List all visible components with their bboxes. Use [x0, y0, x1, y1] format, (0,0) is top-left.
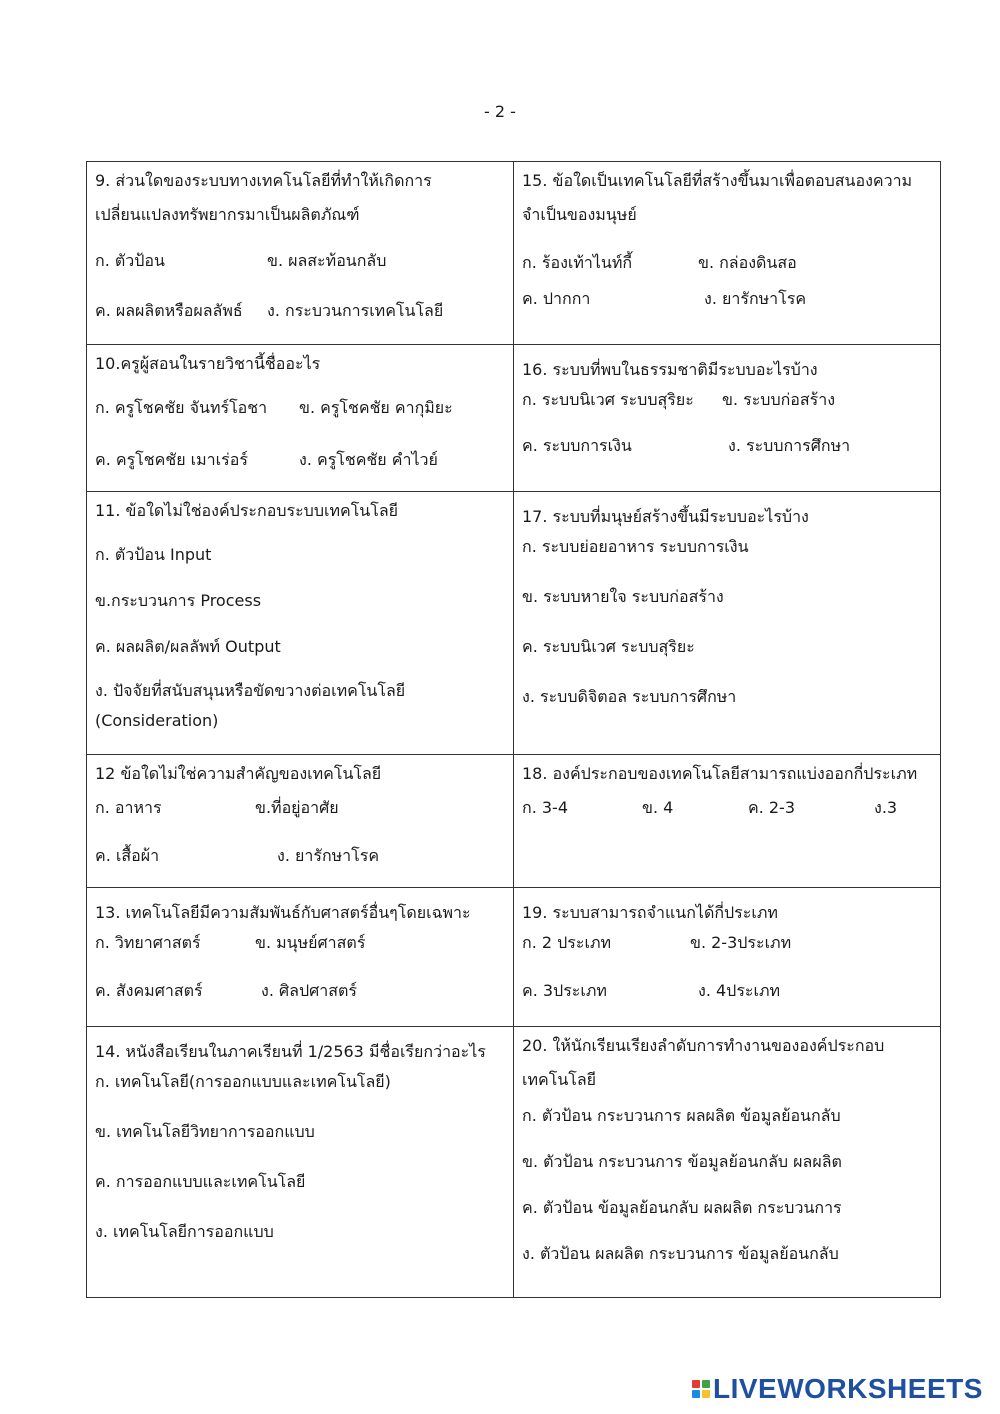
- question-18: [514, 755, 941, 888]
- option-c[interactable]: ค. ครูโชคชัย เมาเร่อร์: [95, 450, 248, 469]
- option-d[interactable]: ง.3: [874, 798, 898, 817]
- question-10: [87, 345, 514, 492]
- brand-text: LIVEWORKSHEETS: [713, 1373, 983, 1404]
- option-a[interactable]: ก. ระบบนิเวศ ระบบสุริยะ: [522, 390, 694, 409]
- question-14: [87, 1027, 514, 1298]
- brand-square-yellow: [702, 1390, 710, 1398]
- question-text: 13. เทคโนโลยีมีความสัมพันธ์กับศาสตร์อื่นๆโดยเฉพาะ: [95, 903, 471, 922]
- option-a[interactable]: ก. 3-4: [522, 798, 568, 817]
- question-19: [514, 888, 941, 1027]
- question-text: 9. ส่วนใดของระบบทางเทคโนโลยีที่ทำให้เกิดการ: [95, 171, 432, 190]
- question-text: 10.ครูผู้สอนในรายวิชานี้ชื่ออะไร: [95, 354, 321, 373]
- option-c[interactable]: ค. ผลผลิต/ผลลัพท์ Output: [95, 637, 281, 656]
- option-a[interactable]: ก. ตัวป้อน: [95, 251, 165, 270]
- question-text: 15. ข้อใดเป็นเทคโนโลยีที่สร้างขึ้นมาเพื่อตอบสนองความ: [522, 171, 913, 190]
- option-c[interactable]: ค. สังคมศาสตร์: [95, 981, 203, 1000]
- option-b[interactable]: ข. กล่องดินสอ: [698, 253, 797, 272]
- option-d[interactable]: ง. ครูโชคชัย คำไวย์: [299, 450, 438, 469]
- option-b[interactable]: ข.กระบวนการ Process: [95, 591, 262, 610]
- option-a[interactable]: ก. ตัวป้อน Input: [95, 545, 212, 564]
- option-d-line2: (Consideration): [95, 711, 219, 730]
- option-a[interactable]: ก. ครูโชคชัย จันทร์โอชา: [95, 398, 268, 417]
- option-d[interactable]: ง. ยารักษาโรค: [704, 289, 807, 308]
- option-c[interactable]: ค. ปากกา: [522, 289, 591, 308]
- option-b[interactable]: ข. มนุษย์ศาสตร์: [255, 933, 366, 952]
- option-a[interactable]: ก. อาหาร: [95, 798, 162, 817]
- option-b[interactable]: ข.ที่อยู่อาศัย: [255, 798, 339, 817]
- option-a[interactable]: ก. วิทยาศาสตร์: [95, 933, 201, 952]
- question-text-line2: จำเป็นของมนุษย์: [522, 205, 637, 224]
- question-text: 19. ระบบสามารถจำแนกได้กี่ประเภท: [522, 903, 778, 922]
- option-a[interactable]: ก. ตัวป้อน กระบวนการ ผลผลิต ข้อมูลย้อนกลับ: [522, 1106, 841, 1125]
- question-15: [514, 162, 941, 345]
- option-c[interactable]: ค. เสื้อผ้า: [95, 846, 160, 865]
- option-a[interactable]: ก. 2 ประเภท: [522, 933, 612, 952]
- question-20: [514, 1027, 941, 1298]
- question-text: 16. ระบบที่พบในธรรมชาติมีระบบอะไรบ้าง: [522, 360, 818, 379]
- brand-square-blue: [692, 1390, 700, 1398]
- question-9: [87, 162, 514, 345]
- option-b[interactable]: ข. ผลสะท้อนกลับ: [267, 251, 387, 270]
- page-number: - 2 -: [484, 102, 516, 121]
- brand-square-green: [702, 1380, 710, 1388]
- option-c[interactable]: ค. ระบบนิเวศ ระบบสุริยะ: [522, 637, 695, 656]
- question-11: [87, 492, 514, 755]
- option-b[interactable]: ข. ระบบหายใจ ระบบก่อสร้าง: [522, 587, 724, 606]
- option-b[interactable]: ข. 4: [642, 798, 674, 817]
- question-text: 14. หนังสือเรียนในภาคเรียนที่ 1/2563 มีชื่อเรียกว่าอะไร: [95, 1042, 486, 1061]
- question-text-line2: เปลี่ยนแปลงทรัพยากรมาเป็นผลิตภัณฑ์: [95, 205, 360, 224]
- question-table: [86, 161, 941, 1298]
- question-text: 11. ข้อใดไม่ใช่องค์ประกอบระบบเทคโนโลยี: [95, 501, 398, 520]
- option-d[interactable]: ง. ระบบดิจิตอล ระบบการศึกษา: [522, 687, 737, 706]
- brand-square-red: [692, 1380, 700, 1388]
- option-c[interactable]: ค. ระบบการเงิน: [522, 436, 632, 455]
- liveworksheets-logo: [692, 1373, 983, 1405]
- question-17: [514, 492, 941, 755]
- option-b[interactable]: ข. ครูโชคชัย คากุมิยะ: [299, 398, 453, 417]
- option-c[interactable]: ค. 3ประเภท: [522, 981, 607, 1000]
- question-text: 12 ข้อใดไม่ใช่ความสำคัญของเทคโนโลยี: [95, 764, 382, 783]
- option-d[interactable]: ง. ปัจจัยที่สนับสนุนหรือขัดขวางต่อเทคโนโลยี: [95, 681, 406, 700]
- brand-squares-icon: [692, 1380, 710, 1398]
- option-c[interactable]: ค. 2-3: [748, 798, 796, 817]
- question-text: 20. ให้นักเรียนเรียงลำดับการทำงานขององค์ประกอบ: [522, 1036, 885, 1055]
- question-text: 18. องค์ประกอบของเทคโนโลยีสามารถแบ่งออกกี่ประเภท: [522, 764, 918, 783]
- option-d[interactable]: ง. ศิลปศาสตร์: [261, 981, 357, 1000]
- option-d[interactable]: ง. ตัวป้อน ผลผลิต กระบวนการ ข้อมูลย้อนกลับ: [522, 1244, 839, 1263]
- question-13: [87, 888, 514, 1027]
- option-c[interactable]: ค. การออกแบบและเทคโนโลยี: [95, 1172, 306, 1191]
- option-c[interactable]: ค. ผลผลิตหรือผลลัพธ์: [95, 301, 243, 320]
- option-b[interactable]: ข. ตัวป้อน กระบวนการ ข้อมูลย้อนกลับ ผลผลิต: [522, 1152, 842, 1171]
- option-d[interactable]: ง. ระบบการศึกษา: [728, 436, 851, 455]
- option-d[interactable]: ง. กระบวนการเทคโนโลยี: [267, 301, 444, 320]
- option-a[interactable]: ก. เทคโนโลยี(การออกแบบและเทคโนโลยี): [95, 1072, 391, 1091]
- option-a[interactable]: ก. ร้องเท้าไนท์กี้: [522, 253, 633, 272]
- question-text: 17. ระบบที่มนุษย์สร้างขึ้นมีระบบอะไรบ้าง: [522, 507, 809, 526]
- question-text-line2: เทคโนโลยี: [522, 1070, 597, 1089]
- question-16: [514, 345, 941, 492]
- option-b[interactable]: ข. ระบบก่อสร้าง: [722, 390, 836, 409]
- option-d[interactable]: ง. เทคโนโลยีการออกแบบ: [95, 1222, 274, 1241]
- option-d[interactable]: ง. 4ประเภท: [698, 981, 781, 1000]
- option-b[interactable]: ข. เทคโนโลยีวิทยาการออกแบบ: [95, 1122, 315, 1141]
- option-a[interactable]: ก. ระบบย่อยอาหาร ระบบการเงิน: [522, 537, 749, 556]
- option-d[interactable]: ง. ยารักษาโรค: [277, 846, 380, 865]
- question-12: [87, 755, 514, 888]
- option-c[interactable]: ค. ตัวป้อน ข้อมูลย้อนกลับ ผลผลิต กระบวนการ: [522, 1198, 842, 1217]
- option-b[interactable]: ข. 2-3ประเภท: [690, 933, 792, 952]
